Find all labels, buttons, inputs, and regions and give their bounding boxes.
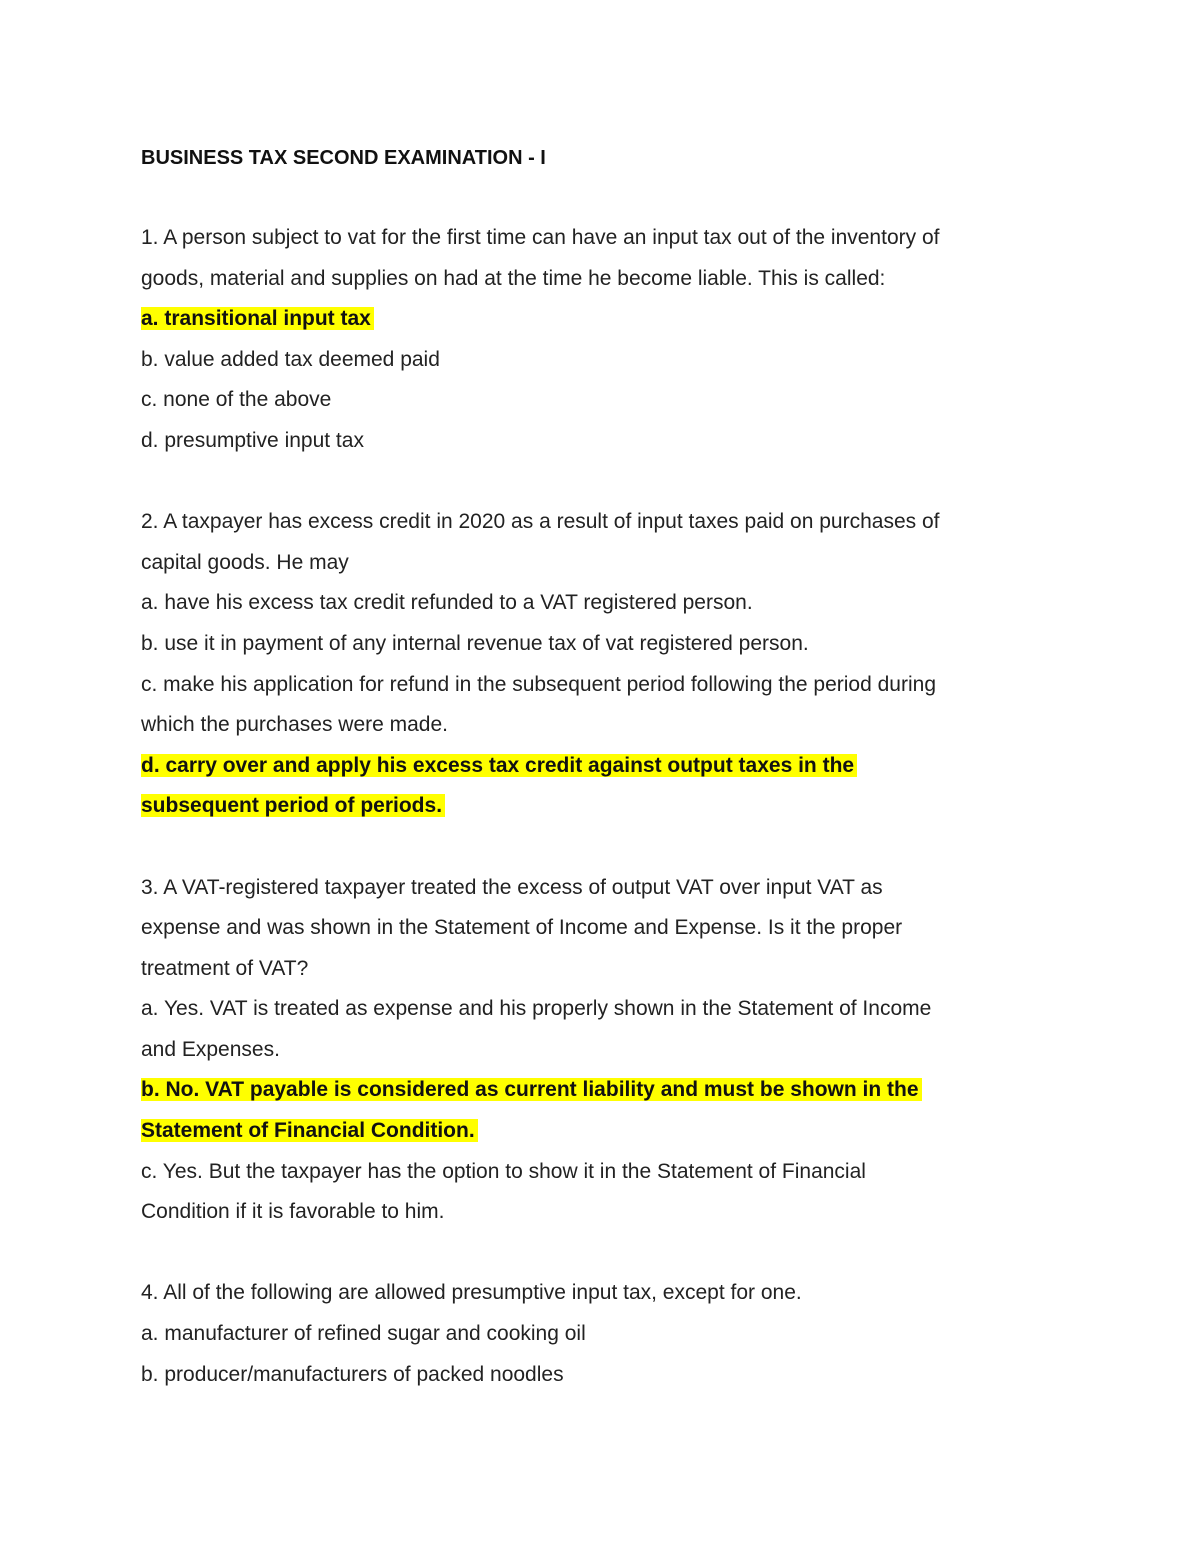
- option-line: Condition if it is favorable to him.: [141, 1200, 445, 1224]
- option-line: b. producer/manufacturers of packed noodles: [141, 1362, 564, 1386]
- question-3: [141, 868, 1061, 1233]
- option-line: and Expenses.: [141, 1037, 280, 1061]
- answer-highlight: Statement of Financial Condition.: [141, 1119, 478, 1142]
- option-line: a. have his excess tax credit refunded to a VAT registered person.: [141, 591, 753, 615]
- correct-answer-line: [141, 746, 1061, 787]
- question-2: [141, 502, 1061, 827]
- question-stem-line: treatment of VAT?: [141, 956, 309, 980]
- question-list: [141, 218, 1061, 1395]
- option-line: which the purchases were made.: [141, 713, 448, 737]
- answer-highlight: a. transitional input tax: [141, 307, 374, 330]
- question-stem-line: 1. A person subject to vat for the first time can have an input tax out of the inventory of: [141, 226, 940, 249]
- correct-answer-line: [141, 1070, 1061, 1111]
- option-line: a. Yes. VAT is treated as expense and his properly shown in the Statement of Income: [141, 997, 932, 1021]
- question-stem-line: 4. All of the following are allowed presumptive input tax, except for one.: [141, 1281, 802, 1305]
- question-1: [141, 218, 1061, 462]
- option-line: b. value added tax deemed paid: [141, 347, 440, 371]
- correct-answer-line: [141, 299, 1061, 340]
- answer-highlight: d. carry over and apply his excess tax credit against output taxes in the: [141, 754, 857, 777]
- option-line: c. none of the above: [141, 388, 332, 412]
- question-stem-line: capital goods. He may: [141, 550, 349, 574]
- option-line: d. presumptive input tax: [141, 428, 364, 452]
- question-stem-line: 3. A VAT-registered taxpayer treated the excess of output VAT over input VAT as: [141, 875, 883, 899]
- question-stem-line: goods, material and supplies on had at the time he become liable. This is called:: [141, 266, 886, 290]
- option-line: c. Yes. But the taxpayer has the option to show it in the Statement of Financial: [141, 1159, 866, 1183]
- question-stem-line: 2. A taxpayer has excess credit in 2020 as a result of input taxes paid on purchases of: [141, 510, 940, 534]
- correct-answer-line: [141, 786, 1061, 827]
- answer-highlight: b. No. VAT payable is considered as current liability and must be shown in the: [141, 1078, 922, 1101]
- option-line: b. use it in payment of any internal revenue tax of vat registered person.: [141, 631, 809, 655]
- answer-highlight: subsequent period of periods.: [141, 794, 445, 817]
- document-title: BUSINESS TAX SECOND EXAMINATION - I: [141, 147, 546, 169]
- option-line: c. make his application for refund in the subsequent period following the period during: [141, 672, 936, 696]
- document-page: [141, 138, 1061, 1436]
- option-line: a. manufacturer of refined sugar and cooking oil: [141, 1322, 586, 1346]
- question-stem-line: expense and was shown in the Statement of Income and Expense. Is it the proper: [141, 916, 903, 940]
- correct-answer-line: [141, 1111, 1061, 1152]
- question-4: [141, 1273, 1061, 1395]
